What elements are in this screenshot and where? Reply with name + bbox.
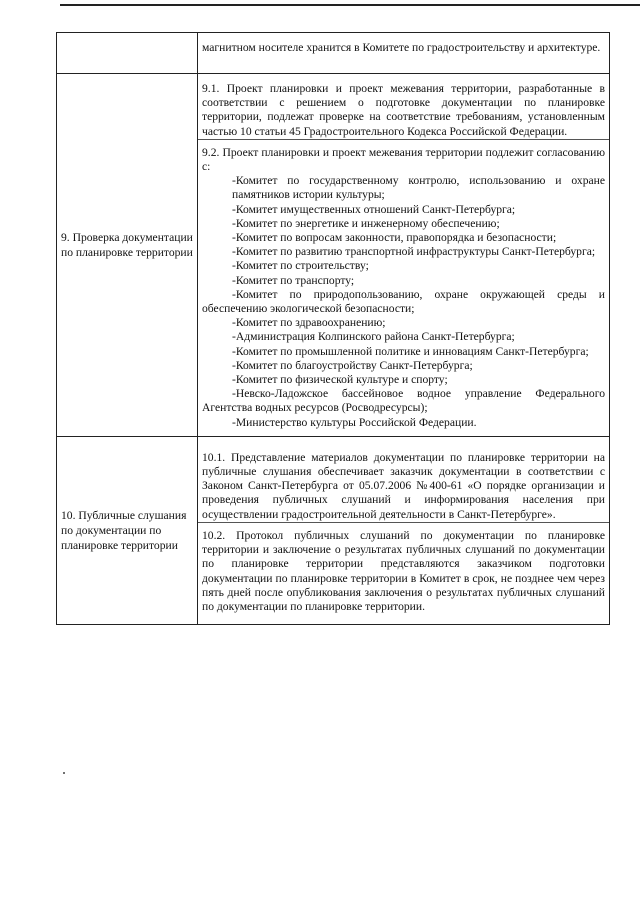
- section-10-title: 10. Публичные слушания по документации по планировке территории: [61, 508, 187, 552]
- approval-item: -Комитет по вопросам законности, правопорядка и безопасности;: [232, 231, 557, 245]
- document-table: [56, 32, 610, 625]
- approval-item: -Комитет имущественных отношений Санкт-Петербурга;: [232, 202, 516, 216]
- approval-item: -Министерство культуры Российской Федерации.: [232, 415, 477, 429]
- section-10-label: [57, 436, 198, 624]
- paragraph-10-1: 10.1. Представление материалов документации по планировке территории на публичные слушания обеспечивает заказчик документации в соответствии с Законом Санкт-Петербурга от 05.07.2006 №400-61 «О порядке организации и проведения публичных слушаний и информирования населения при осуществлении градостроительной деятельности в Санкт-Петербурге».: [202, 450, 605, 521]
- paragraph-9-1: 9.1. Проект планировки и проект межевания территории, разработанные в соответствии с решением о подготовке документации по планировке территории, подлежат проверке на соответствие требованиям, установленным частью 10 статьи 45 Градостроительного Кодекса Российской Федерации.: [202, 82, 605, 138]
- approval-item: -Невско-Ладожское бассейновое водное управление Федерального Агентства водных ресурсов (Росводресурсы);: [202, 387, 605, 415]
- table-row-continuation: [57, 33, 610, 74]
- table-row-section-9: [57, 74, 610, 437]
- approval-list: [202, 174, 605, 430]
- approval-item: -Комитет по строительству;: [232, 259, 369, 273]
- continuation-text: магнитном носителе хранится в Комитете по градостроительству и архитектуре.: [202, 41, 601, 54]
- section-9-title: 9. Проверка документации по планировке территории: [61, 230, 193, 259]
- approval-item: -Комитет по благоустройству Санкт-Петербурга;: [232, 358, 473, 372]
- approval-item: -Комитет по здравоохранению;: [232, 316, 386, 330]
- approval-item: -Комитет по государственному контролю, использованию и охране памятников истории культуры;: [232, 174, 605, 202]
- approval-item: -Комитет по природопользованию, охране окружающей среды и обеспечению экологической безопасности;: [202, 287, 605, 316]
- section-10-content: [198, 436, 610, 624]
- row-content-continuation: [198, 33, 610, 74]
- approval-item: -Комитет по физической культуре и спорту;: [232, 373, 448, 387]
- paragraph-9-2-intro: 9.2. Проект планировки и проект межевания территории подлежит согласованию с:: [202, 145, 605, 174]
- approval-item: -Комитет по энергетике и инженерному обеспечению;: [232, 216, 500, 230]
- inner-divider: [198, 522, 609, 523]
- table-row-section-10: [57, 436, 610, 624]
- approval-item: -Комитет по транспорту;: [232, 273, 355, 287]
- page-top-rule: [60, 4, 640, 6]
- stray-mark: [63, 772, 65, 774]
- approval-item: -Комитет по развитию транспортной инфраструктуры Санкт-Петербурга;: [232, 245, 596, 259]
- inner-divider: [198, 139, 609, 140]
- row-label-empty: [57, 33, 198, 74]
- section-9-label: [57, 74, 198, 437]
- approval-item: -Комитет по промышленной политике и инновациям Санкт-Петербурга;: [232, 344, 589, 358]
- section-9-content: [198, 74, 610, 437]
- approval-item: -Администрация Колпинского района Санкт-Петербурга;: [232, 330, 515, 344]
- paragraph-10-2: 10.2. Протокол публичных слушаний по документации по планировке территории и заключение о результатах публичных слушаний по документации по планировке территории представляются заказчиком подготовки документации по планировке территории в Комитет в срок, не позднее чем через пять дней после опубликования заключения о результатах публичных слушаний по документации по планировке территории.: [202, 528, 605, 613]
